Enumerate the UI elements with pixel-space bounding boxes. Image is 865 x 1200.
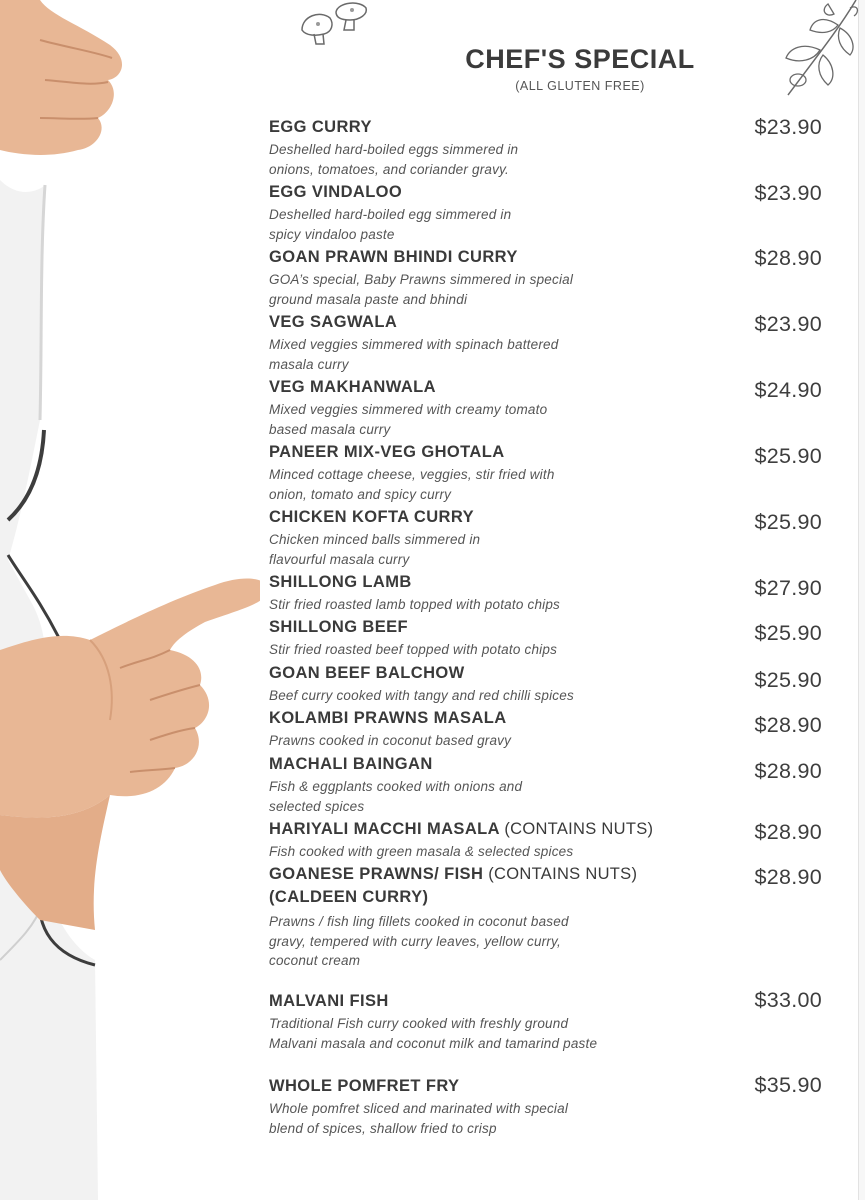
menu-item	[269, 376, 829, 439]
dish-description: Fish & eggplants cooked with onions and selected spices	[269, 779, 523, 814]
dish-price: $25.90	[754, 668, 822, 692]
dish-description: Prawns / fish ling fillets cooked in coconut based gravy, tempered with curry leaves, yellow curry, coconut cream	[269, 914, 569, 968]
dish-price: $23.90	[754, 181, 822, 205]
menu-title: CHEF'S SPECIAL	[465, 44, 695, 74]
dish-name: SHILLONG LAMB	[269, 573, 412, 591]
dish-price: $28.90	[754, 713, 822, 737]
menu-subtitle: (ALL GLUTEN FREE)	[515, 79, 645, 93]
dish-price: $25.90	[754, 510, 822, 534]
dish-name: MALVANI FISH	[269, 992, 389, 1010]
menu-header	[463, 44, 697, 93]
dish-name-main: HARIYALI MACCHI MASALA	[269, 820, 500, 838]
menu-item	[269, 662, 829, 706]
dish-name	[269, 818, 829, 841]
dish-description: Fish cooked with green masala & selected spices	[269, 844, 574, 859]
dish-name: WHOLE POMFRET FRY	[269, 1077, 460, 1095]
dish-name: PANEER MIX-VEG GHOTALA	[269, 443, 505, 461]
menu-item	[269, 707, 829, 751]
dish-name	[269, 863, 829, 886]
menu-item	[269, 863, 829, 971]
dish-price: $24.90	[754, 378, 822, 402]
dish-price: $28.90	[754, 246, 822, 270]
dish-description: Deshelled hard-boiled eggs simmered in onions, tomatoes, and coriander gravy.	[269, 142, 519, 177]
chef-illustration	[0, 0, 260, 1200]
dish-price: $28.90	[754, 820, 822, 844]
dish-name-line2: (CALDEEN CURRY)	[269, 888, 429, 906]
dish-description: Traditional Fish curry cooked with freshly ground Malvani masala and coconut milk and tamarind paste	[269, 1016, 598, 1051]
dish-name: GOAN PRAWN BHINDI CURRY	[269, 248, 518, 266]
menu-item	[269, 571, 829, 615]
menu-item	[269, 818, 829, 862]
dish-description: Mixed veggies simmered with spinach battered masala curry	[269, 337, 559, 372]
dish-price: $23.90	[754, 312, 822, 336]
dish-description: Mixed veggies simmered with creamy tomato based masala curry	[269, 402, 548, 437]
dish-name: EGG CURRY	[269, 118, 372, 136]
dish-name: EGG VINDALOO	[269, 183, 403, 201]
menu-item	[269, 311, 829, 374]
dish-price: $27.90	[754, 576, 822, 600]
menu-item	[269, 1075, 829, 1138]
dish-description: Deshelled hard-boiled egg simmered in spicy vindaloo paste	[269, 207, 512, 242]
dish-price: $25.90	[754, 444, 822, 468]
dish-description: Whole pomfret sliced and marinated with special blend of spices, shallow fried to crisp	[269, 1101, 569, 1136]
dish-name: SHILLONG BEEF	[269, 618, 409, 636]
dish-name: CHICKEN KOFTA CURRY	[269, 508, 474, 526]
dish-price: $33.00	[754, 988, 822, 1012]
dish-name: KOLAMBI PRAWNS MASALA	[269, 709, 507, 727]
dish-description: GOA’s special, Baby Prawns simmered in special ground masala paste and bhindi	[269, 272, 574, 307]
menu-item	[269, 441, 829, 504]
dish-name: MACHALI BAINGAN	[269, 755, 433, 773]
dish-allergen-note: (CONTAINS NUTS)	[504, 820, 654, 838]
dish-price: $25.90	[754, 621, 822, 645]
dish-description: Beef curry cooked with tangy and red chilli spices	[269, 688, 574, 703]
dish-name-main: GOANESE PRAWNS/ FISH	[269, 865, 484, 883]
dish-description: Chicken minced balls simmered in flavourful masala curry	[269, 532, 481, 567]
menu-item	[269, 506, 829, 569]
menu-item	[269, 753, 829, 816]
dish-price: $23.90	[754, 115, 822, 139]
menu-item	[269, 616, 829, 660]
dish-price: $28.90	[754, 759, 822, 783]
dish-description: Prawns cooked in coconut based gravy	[269, 733, 512, 748]
menu-item	[269, 246, 829, 309]
menu-item	[269, 116, 829, 179]
dish-description: Stir fried roasted beef topped with potato chips	[269, 642, 558, 657]
dish-description: Minced cottage cheese, veggies, stir fried with onion, tomato and spicy curry	[269, 467, 555, 502]
dish-name: GOAN BEEF BALCHOW	[269, 664, 465, 682]
dish-price: $28.90	[754, 865, 822, 889]
menu-item	[269, 990, 829, 1053]
dish-name: VEG MAKHANWALA	[269, 378, 436, 396]
dish-price: $35.90	[754, 1073, 822, 1097]
dish-description: Stir fried roasted lamb topped with potato chips	[269, 597, 561, 612]
dish-name: VEG SAGWALA	[269, 313, 398, 331]
dish-allergen-note: (CONTAINS NUTS)	[488, 865, 638, 883]
mushroom-sketch	[298, 0, 378, 46]
menu-item	[269, 181, 829, 244]
leaf-sketch	[768, 0, 860, 100]
